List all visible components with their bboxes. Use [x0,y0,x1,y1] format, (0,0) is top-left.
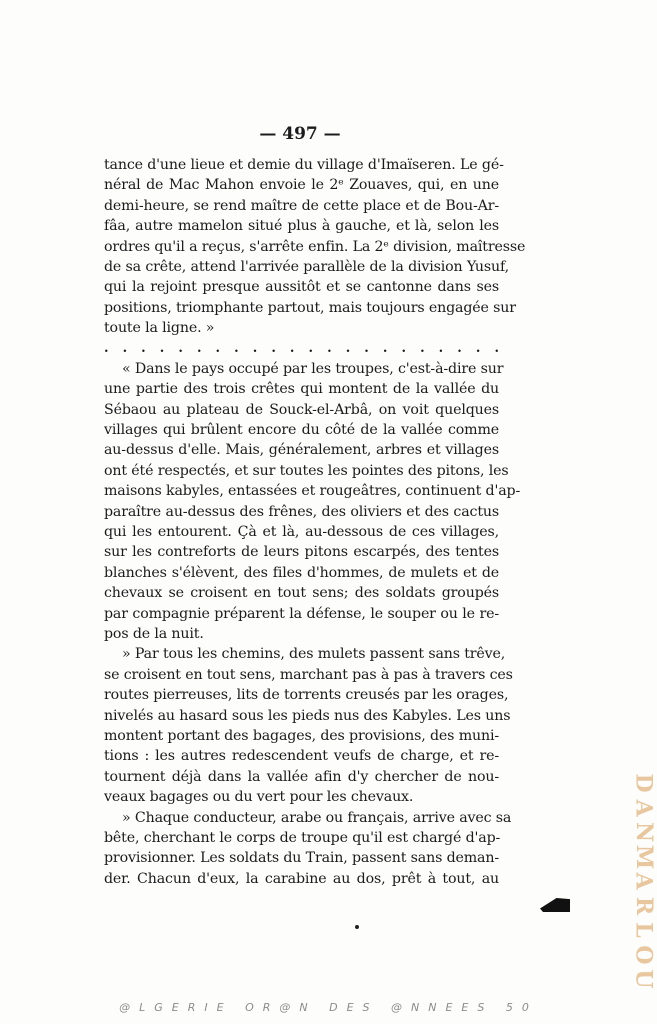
watermark-letter: N [630,821,657,843]
watermark [629,772,657,990]
text-line: qui les entourent. Çà et là, au-dessous de ces villages, [104,524,499,541]
text-line: fâa, autre mamelon situé plus à gauche, et là, selon les [104,218,499,235]
body-text [104,155,526,889]
watermark-letter: U [631,969,657,989]
text-line: au-dessus d'elle. Mais, généralement, arbres et villages [104,442,499,459]
ink-dot-mark [355,925,359,929]
text-line: routes pierreuses, lits de torrents creusés par les orages, [104,687,509,704]
text-line: nivelés au hasard sous les pieds nus des Kabyles. Les uns [104,707,511,724]
text-line: pos de la nuit. [104,625,204,642]
watermark-letter: A [630,872,657,890]
watermark-letter: R [630,896,657,915]
text-line: demi-heure, se rend maître de cette place et de Bou-Ar- [104,197,499,214]
text-line: Sébaou au plateau de Souck-el-Arbâ, on voit quelques [104,401,499,418]
text-line: ordres qu'il a reçus, s'arrête enfin. La 2ᵉ division, maîtresse [104,238,526,255]
footer-source: @LGERIE OR@N DES @NNEES 50 [119,1001,538,1014]
text-line: qui la rejoint presque aussitôt et se cantonne dans ses [104,279,499,296]
page-number: — 497 — [259,124,341,144]
text-line: chevaux se croisent en tout sens; des soldats groupés [104,585,499,602]
text-line: bête, cherchant le corps de troupe qu'il est chargé d'ap- [104,829,501,846]
text-line: » Chaque conducteur, arabe ou français, arrive avec sa [122,809,512,826]
text-line: positions, triomphante partout, mais toujours engagée sur [104,299,516,316]
text-line: der. Chacun d'eux, la carabine au dos, prêt à tout, au [104,870,499,887]
text-line: tance d'une lieue et demie du village d'Imaïseren. Le gé- [104,157,504,173]
ink-blot-mark [540,898,570,912]
text-line: villages qui brûlent encore du côté de la vallée comme [104,422,499,439]
watermark-letter: D [630,773,657,793]
watermark-letter: L [631,922,657,938]
watermark-letter: M [630,844,657,869]
text-line: veaux bagages ou du vert pour les chevaux. [104,789,414,806]
text-line: tions : les autres redescendent veufs de charge, et re- [104,748,499,765]
watermark-letter: O [630,944,657,965]
text-line: « Dans le pays occupé par les troupes, c'est-à-dire sur [122,360,504,377]
text-line: tournent déjà dans la vallée afin d'y chercher de nou- [104,768,499,785]
text-line: toute la ligne. » [104,320,215,337]
text-line: se croisent en tout sens, marchant pas à pas à travers ces [104,666,513,683]
text-line: néral de Mac Mahon envoie le 2ᵉ Zouaves, qui, en une [104,177,499,194]
text-line: sur les contreforts de leurs pitons escarpés, des tentes [104,544,499,561]
text-line: » Par tous les chemins, des mulets passent sans trêve, [122,646,506,663]
watermark-letter: A [630,798,657,817]
text-line: blanches s'élèvent, des files d'hommes, de mulets et de [104,564,499,581]
text-line: montent portant des bagages, des provisions, des muni- [104,727,499,744]
text-line: provisionner. Les soldats du Train, passent sans deman- [104,850,499,867]
text-line: ont été respectés, et sur toutes les pointes des pitons, les [104,462,509,479]
text-line: maisons kabyles, entassées et rougeâtres, continuent d'ap- [104,483,521,500]
text-line: de sa crête, attend l'arrivée parallèle de la division Yusuf, [104,258,509,275]
text-line: une partie des trois crêtes qui montent de la vallée du [104,381,499,398]
text-line: par compagnie préparent la défense, le souper ou le re- [104,605,499,622]
ellipsis-separator: . . . . . . . . . . . . . . . . . . . . . . [104,340,499,356]
text-line: paraître au-dessus des frênes, des oliviers et des cactus [104,503,499,520]
